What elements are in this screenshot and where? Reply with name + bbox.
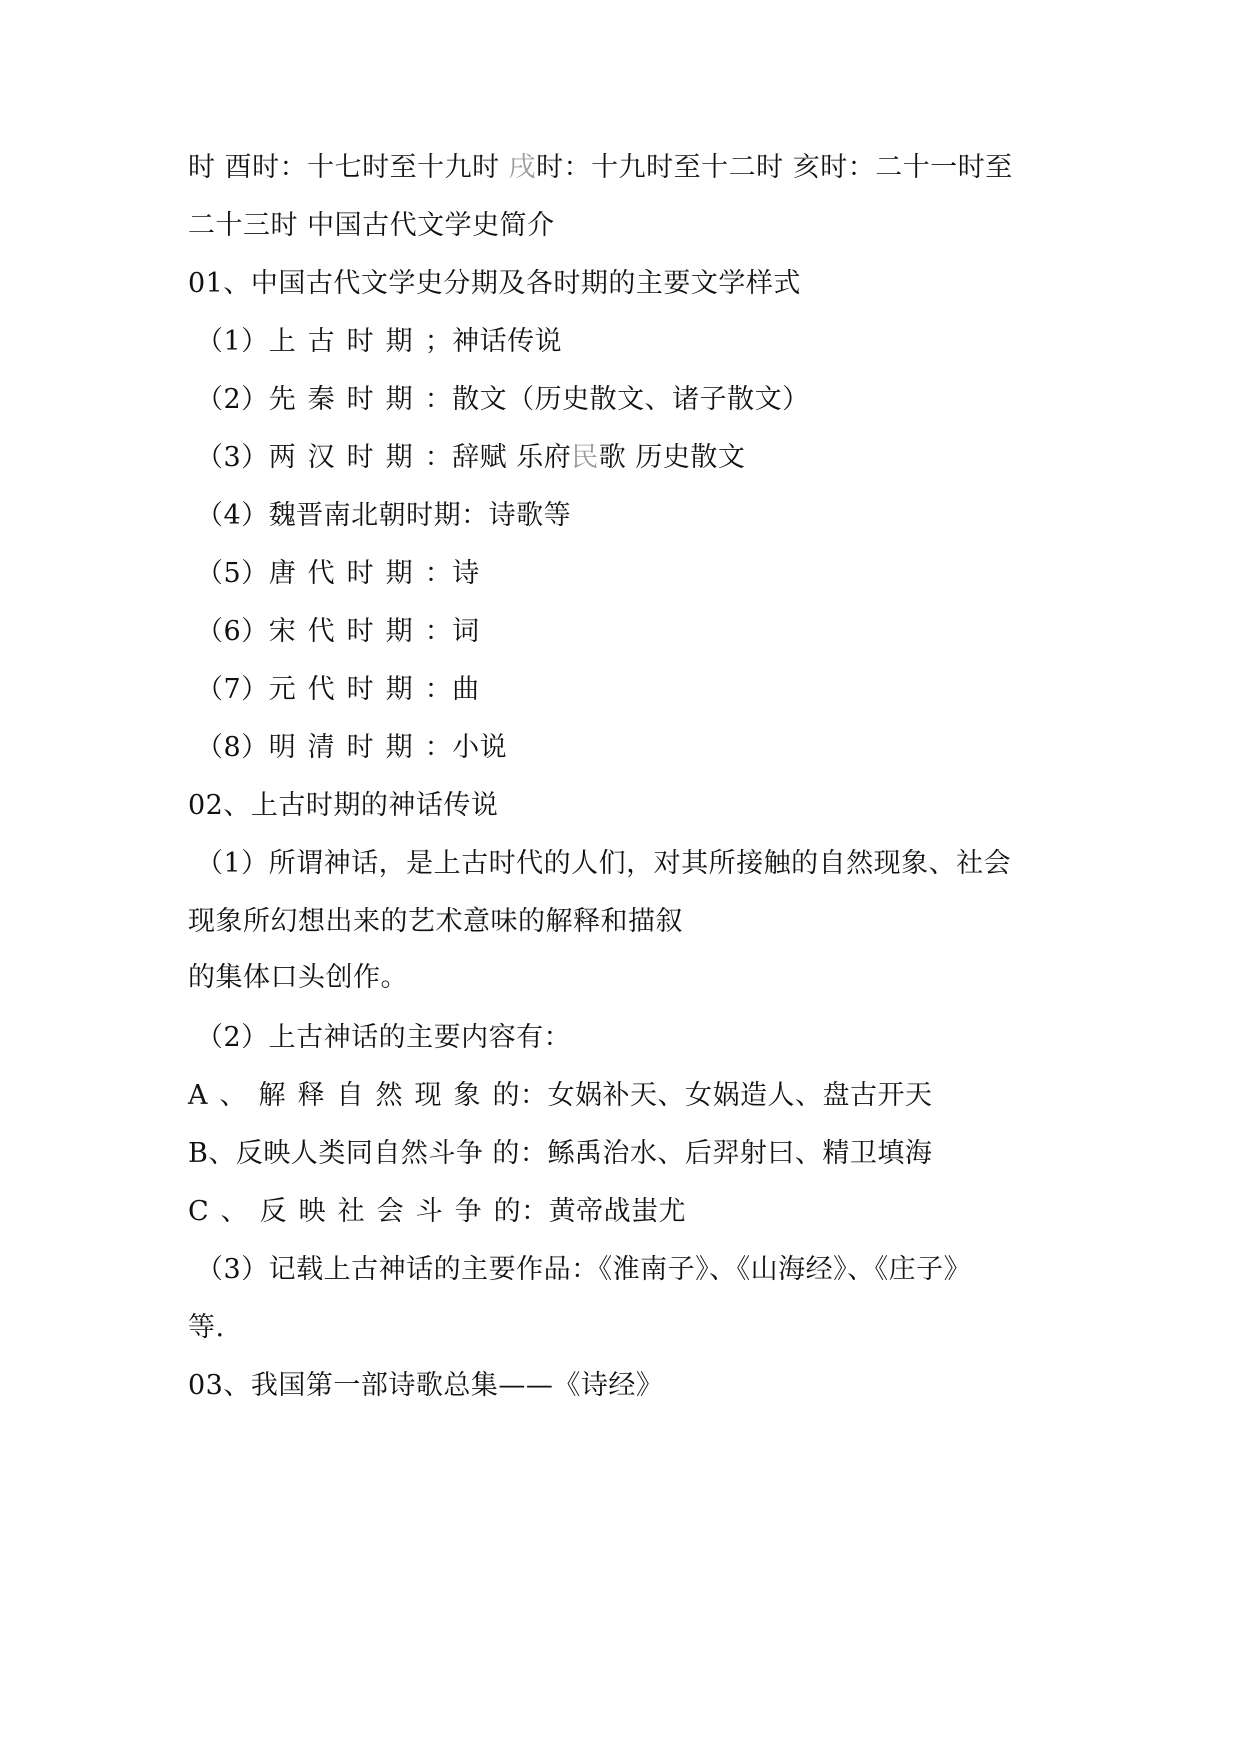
paragraph-line: （1）所谓神话，是上古时代的人们，对其所接触的自然现象、社会 [196, 848, 1012, 879]
item-number: （1） [196, 326, 269, 357]
myth-category: C、反映社会斗争 [188, 1196, 494, 1227]
period-item-1 [196, 324, 562, 360]
text-segment: 时 酉时：十七时至十九时 [188, 152, 509, 183]
text-line-1 [188, 150, 1013, 186]
period-name: 上古时期 [268, 326, 425, 357]
item-number: （7） [196, 674, 269, 705]
period-genre: ：诗 [424, 558, 480, 589]
section-heading-03: 03、我国第一部诗歌总集——《诗经》 [188, 1370, 664, 1401]
text-segment: 时：十九时至十二时 亥时：二十一时至 [536, 152, 1013, 183]
item-number: （8） [196, 732, 269, 763]
period-item-3 [196, 440, 745, 476]
section-heading-02: 02、上古时期的神话传说 [188, 790, 499, 821]
period-genre: ；神话传说 [424, 326, 563, 357]
paragraph-line: （2）上古神话的主要内容有： [196, 1022, 572, 1053]
section-heading-01: 01、中国古代文学史分期及各时期的主要文学样式 [188, 268, 801, 299]
period-genre: ：辞赋 乐府 [424, 442, 572, 473]
myth-examples: 的：女娲补天、女娲造人、盘古开天 [492, 1080, 933, 1111]
myth-category: A、解释自然现象 [188, 1080, 493, 1111]
period-genre: 魏晋南北朝时期：诗歌等 [268, 500, 572, 531]
paragraph-line: 等. [188, 1312, 225, 1343]
myth-examples: 的：黄帝战蚩尤 [493, 1196, 687, 1227]
myth-item-a [188, 1078, 933, 1114]
item-number: （5） [196, 558, 269, 589]
myth-examples: 的：鲧禹治水、后羿射曰、精卫填海 [483, 1138, 933, 1169]
period-item-8 [196, 730, 507, 766]
paragraph-line: （3）记载上古神话的主要作品：《淮南子》、《山海经》、《庄子》 [196, 1254, 972, 1285]
period-item-7 [196, 672, 480, 708]
myth-item-b [188, 1136, 932, 1172]
period-item-2 [196, 382, 810, 418]
item-number: （6） [196, 616, 269, 647]
faded-character: 民 [571, 442, 599, 473]
text-line-2: 二十三时 中国古代文学史简介 [188, 210, 555, 241]
period-name: 宋代时期 [268, 616, 425, 647]
item-number: （4） [196, 500, 269, 531]
period-genre: ：曲 [424, 674, 480, 705]
period-genre-rest: 歌 历史散文 [598, 442, 746, 473]
period-genre: ：小说 [424, 732, 508, 763]
period-genre: ：词 [424, 616, 480, 647]
item-number: （3） [196, 442, 269, 473]
period-item-6 [196, 614, 480, 650]
period-genre: ：散文（历史散文、诸子散文） [424, 384, 810, 415]
item-number: （2） [196, 384, 269, 415]
paragraph-line: 现象所幻想出来的艺术意味的解释和描叙 [188, 906, 683, 937]
faded-character: 戌 [508, 152, 537, 183]
myth-item-c [188, 1194, 686, 1230]
paragraph-line: 的集体口头创作。 [188, 962, 408, 993]
period-name: 先秦时期 [268, 384, 425, 415]
myth-category: B、反映人类同自然斗争 [188, 1138, 484, 1169]
period-item-5 [196, 556, 480, 592]
period-name: 元代时期 [268, 674, 425, 705]
period-item-4 [196, 498, 571, 534]
period-name: 唐代时期 [268, 558, 425, 589]
period-name: 两汉时期 [268, 442, 425, 473]
period-name: 明清时期 [268, 732, 425, 763]
